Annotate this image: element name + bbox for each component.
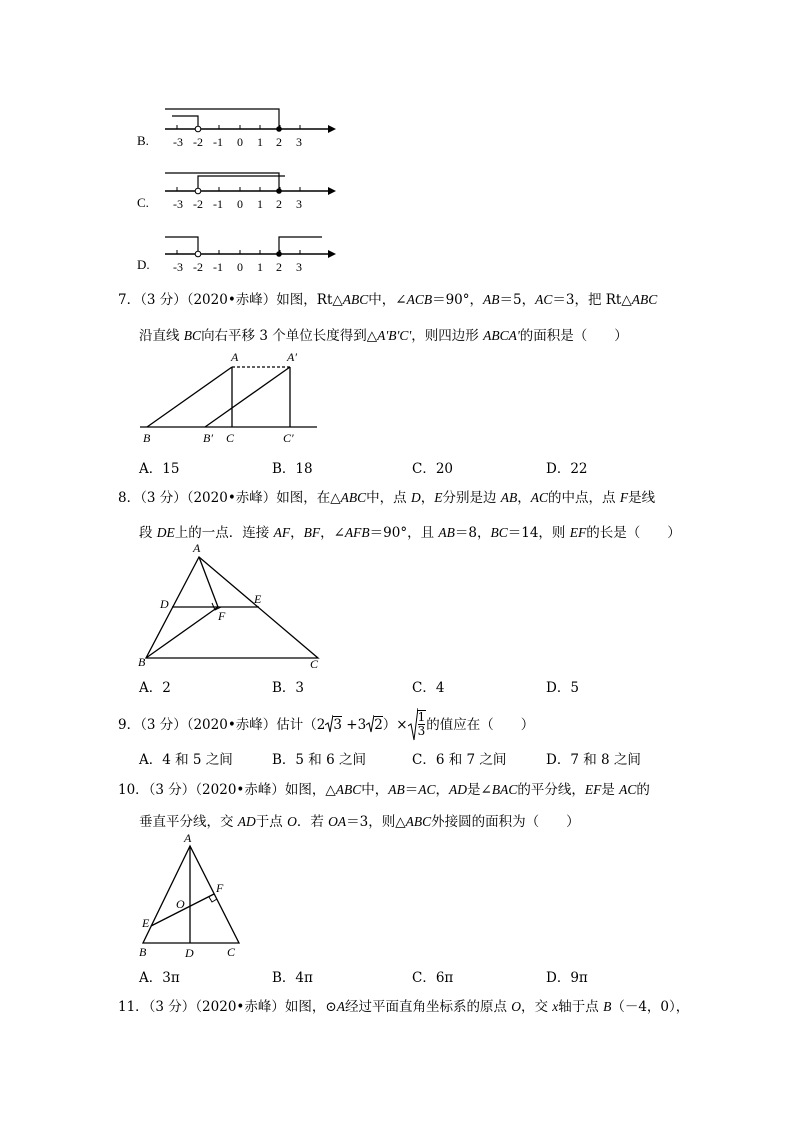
q7-figure xyxy=(135,345,325,450)
answer-b: B．3 xyxy=(272,680,305,696)
q7-line2: 沿直线 BC向右平移 3 个单位长度得到△A'B'C'，则四边形 ABCA'的面积是（ ） xyxy=(139,328,628,344)
point-label: C′ xyxy=(283,431,294,445)
answer-b: B．5 和 6 之间 xyxy=(272,752,366,768)
answer-d: D．22 xyxy=(546,461,588,477)
point-label: F xyxy=(216,881,224,895)
tick-label: 3 xyxy=(296,260,302,274)
answer-a: A．15 xyxy=(139,461,180,477)
answer-d: D．7 和 8 之间 xyxy=(546,752,641,768)
tick-label: 2 xyxy=(276,260,282,274)
answer-c: C．6 和 7 之间 xyxy=(412,752,507,768)
tick-label: -3 xyxy=(173,197,183,211)
q8-line2: 段 DE上的一点．连接 AF，BF，∠AFB＝90°，且 AB＝8，BC＝14，则 EF的长是（ ） xyxy=(139,525,681,541)
sqrt-3: 3 xyxy=(325,715,342,735)
answer-c: C．6π xyxy=(412,970,454,986)
point-label: D xyxy=(160,597,169,611)
answer-c: C．20 xyxy=(412,461,454,477)
point-label: B xyxy=(138,655,146,669)
point-label: E xyxy=(142,916,150,930)
point-label: D xyxy=(185,946,194,960)
tick-label: -2 xyxy=(193,135,203,149)
point-label: C xyxy=(310,657,319,670)
tick-label: -2 xyxy=(193,260,203,274)
q8-line1: 8．（3 分）（2020•赤峰）如图，在△ABC中，点 D，E分别是边 AB，AC的中点，点 F是线 xyxy=(118,490,656,506)
tick-label: 1 xyxy=(257,197,263,211)
point-label: F xyxy=(218,609,226,623)
sqrt-fraction: $\frac{1}{3}$ xyxy=(408,710,427,741)
answer-a: A．3π xyxy=(139,970,180,986)
number-line-d xyxy=(160,227,340,277)
answer-c: C．4 xyxy=(412,680,445,696)
tick-label: 0 xyxy=(237,135,243,149)
answer-a: A．2 xyxy=(139,680,171,696)
q10-line2: 垂直平分线，交 AD于点 O．若 OA＝3，则△ABC外接圆的面积为（ ） xyxy=(139,814,580,830)
answer-d: D．5 xyxy=(546,680,579,696)
sqrt-2: 2 xyxy=(366,715,383,735)
tick-label: 2 xyxy=(276,135,282,149)
point-label: A′ xyxy=(287,350,297,364)
number-line-c xyxy=(160,164,340,214)
number-line-b xyxy=(160,102,340,152)
answer-b: B．4π xyxy=(272,970,313,986)
tick-label: 0 xyxy=(237,197,243,211)
tick-label: 3 xyxy=(296,135,302,149)
answer-b: B．18 xyxy=(272,461,313,477)
point-label: C xyxy=(227,945,236,959)
q10-line1: 10．（3 分）（2020•赤峰）如图，△ABC中，AB＝AC，AD是∠BAC的平分线，EF是 AC的 xyxy=(118,782,650,798)
point-label: A xyxy=(184,831,192,845)
point-label: O xyxy=(176,897,185,911)
q11-line1: 11．（3 分）（2020•赤峰）如图，⊙A经过平面直角坐标系的原点 O，交 x轴于点 B（－4，0）， xyxy=(118,999,690,1015)
tick-label: -1 xyxy=(213,197,223,211)
q7-line1: 7．（3 分）（2020•赤峰）如图，Rt△ABC中，∠ACB＝90°，AB＝5，AC＝3，把 Rt△ABC xyxy=(118,292,658,308)
tick-label: -3 xyxy=(173,135,183,149)
point-label: A xyxy=(231,350,239,364)
tick-label: 1 xyxy=(257,135,263,149)
tick-label: 0 xyxy=(237,260,243,274)
point-label: B xyxy=(143,431,151,445)
point-label: B′ xyxy=(203,431,213,445)
q8-figure xyxy=(130,540,330,670)
point-label: E xyxy=(254,592,262,606)
tick-label: 1 xyxy=(257,260,263,274)
tick-label: 3 xyxy=(296,197,302,211)
point-label: B xyxy=(139,945,147,959)
answer-d: D．9π xyxy=(546,970,588,986)
tick-label: -1 xyxy=(213,135,223,149)
tick-label: -1 xyxy=(213,260,223,274)
q10-figure xyxy=(133,830,253,965)
tick-label: -3 xyxy=(173,260,183,274)
answer-a: A．4 和 5 之间 xyxy=(139,752,233,768)
point-label: C xyxy=(226,431,235,445)
option-label: D. xyxy=(137,257,150,272)
tick-label: 2 xyxy=(276,197,282,211)
point-label: A xyxy=(193,541,201,555)
option-label: B. xyxy=(137,133,149,148)
option-label: C. xyxy=(137,195,149,210)
q9-line1: 9．（3 分）（2020•赤峰）估计（2 3 +3 2）× $\frac{1}{3}$ 的值应在（ ） xyxy=(118,710,534,740)
tick-label: -2 xyxy=(193,197,203,211)
